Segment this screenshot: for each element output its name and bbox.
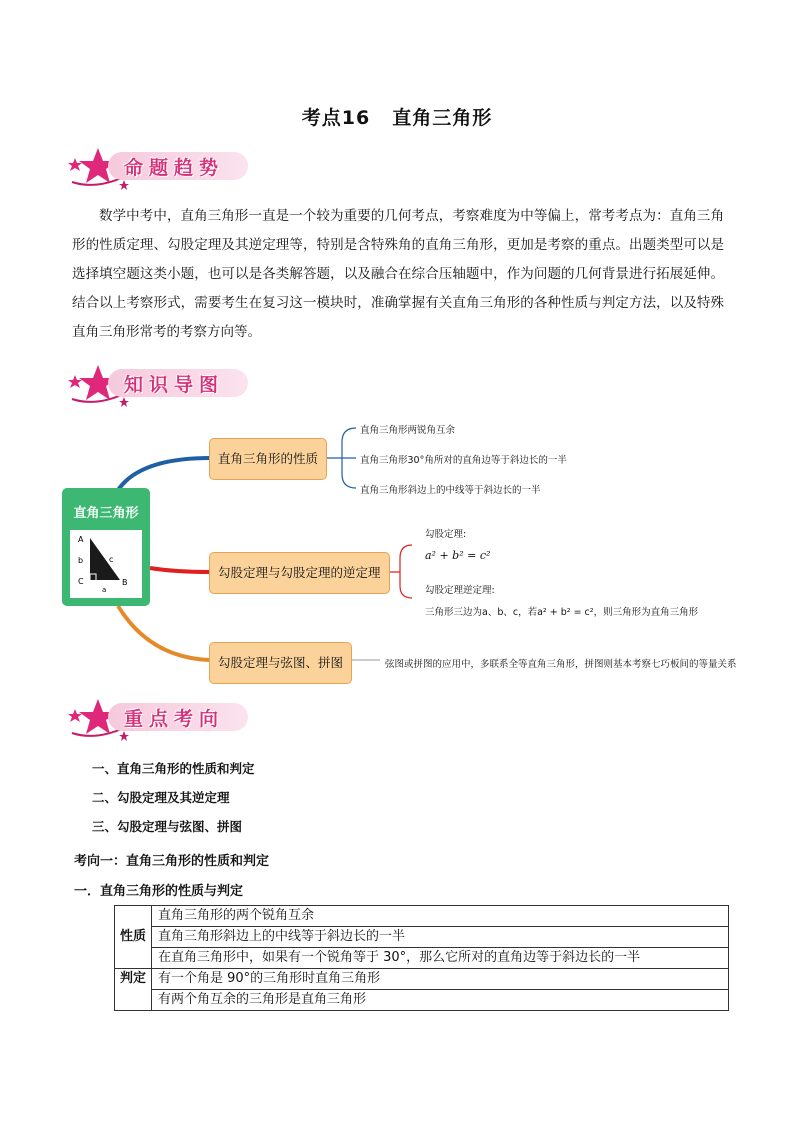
banner-trend — [66, 146, 252, 188]
label-c: c — [109, 555, 114, 564]
leaf-median: 直角三角形斜边上的中线等于斜边长的一半 — [360, 485, 541, 496]
intro-paragraph: 数学中考中，直角三角形一直是一个较为重要的几何考点，考察难度为中等偏上，常考考点为：直角三角形的性质定理、勾股定理及其逆定理等，特别是含特殊角的直角三角形，更加是考察的重点。出题类型可以是选择填空题这类小题，也可以是各类解答题，以及融合在综合压轴题中，作为问题的几何背景进行拓展延伸。结合以上考察形式，需要考生在复习这一模块时，准确掌握有关直角三角形的各种性质与判定方法，以及特殊直角三角形常考的考察方向等。 — [72, 208, 724, 340]
branch-node-properties: 直角三角形的性质 — [209, 438, 327, 480]
banner-title: 命题趋势 — [124, 157, 225, 179]
branch2-line — [150, 568, 210, 572]
branch-node-diagram: 勾股定理与弦图、拼图 — [209, 642, 352, 684]
branch3-line — [118, 606, 210, 660]
title-number: 考点16 — [301, 107, 371, 129]
leaf-formula: a² + b² = c² — [425, 549, 491, 562]
label-C: C — [78, 577, 84, 586]
leaf-converse-title: 勾股定理逆定理: — [425, 585, 495, 596]
leaf-pythagoras-title: 勾股定理: — [425, 529, 467, 540]
leaf-converse-text: 三角形三边为a、b、c，若a² + b² = c²，则三角形为直角三角形 — [425, 607, 699, 618]
table-row — [115, 948, 729, 969]
section-subheading: 一．直角三角形的性质与判定 — [74, 884, 244, 899]
branch1-line — [118, 458, 210, 490]
table-cell: 直角三角形斜边上的中线等于斜边长的一半 — [152, 927, 729, 948]
property-table — [114, 905, 729, 1011]
property-head: 性质 — [115, 906, 152, 969]
banner-title: 重点考向 — [124, 708, 225, 730]
table-cell: 有两个角互余的三角形是直角三角形 — [152, 990, 729, 1011]
focus-item-3: 三、勾股定理与弦图、拼图 — [92, 819, 243, 834]
label-B: B — [122, 578, 128, 587]
title-text: 直角三角形 — [392, 107, 493, 129]
table-cell: 直角三角形的两个锐角互余 — [152, 906, 729, 927]
section-heading: 考向一：直角三角形的性质和判定 — [74, 854, 270, 869]
table-row — [115, 969, 729, 990]
banner-title: 知识导图 — [124, 374, 225, 396]
banner-mindmap — [66, 363, 252, 405]
focus-item-2: 二、勾股定理及其逆定理 — [92, 790, 230, 805]
leaf-30-degree: 直角三角形30°角所对的直角边等于斜边长的一半 — [360, 455, 567, 466]
judge-head: 判定 — [115, 969, 152, 1011]
page-title — [0, 103, 794, 130]
label-b: b — [78, 556, 84, 565]
triangle-figure — [70, 530, 142, 598]
leaf-diagram-text: 弦图或拼图的应用中，多联系全等直角三角形，拼图则基本考察七巧板间的等量关系 — [385, 659, 737, 670]
mindmap-root — [62, 488, 150, 606]
branch-node-pythagoras: 勾股定理与勾股定理的逆定理 — [209, 552, 390, 594]
label-A: A — [78, 535, 84, 544]
banner-focus — [66, 697, 252, 739]
leaf-acute-angles: 直角三角形两锐角互余 — [360, 425, 456, 436]
table-cell: 在直角三角形中，如果有一个锐角等于 30°，那么它所对的直角边等于斜边长的一半 — [152, 948, 729, 969]
table-row — [115, 927, 729, 948]
table-row — [115, 906, 729, 927]
table-cell: 有一个角是 90°的三角形时直角三角形 — [152, 969, 729, 990]
table-row — [115, 990, 729, 1011]
root-label: 直角三角形 — [73, 506, 139, 521]
label-a: a — [102, 586, 107, 594]
focus-item-1: 一、直角三角形的性质和判定 — [92, 761, 255, 776]
